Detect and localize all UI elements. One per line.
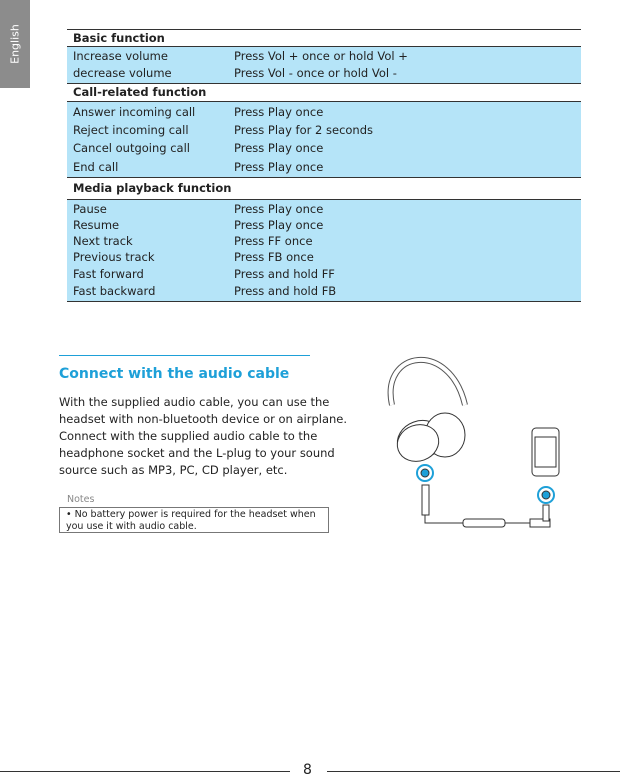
table-row xyxy=(73,234,581,248)
table-row xyxy=(73,105,581,119)
table-row xyxy=(73,123,581,137)
function-name: Cancel outgoing call xyxy=(73,141,190,155)
section-header: Call-related function xyxy=(67,84,581,102)
table-row xyxy=(73,160,581,174)
section-heading: Connect with the audio cable xyxy=(59,366,290,382)
function-action: Press FB once xyxy=(234,250,314,264)
function-action: Press Play for 2 seconds xyxy=(234,123,374,137)
function-name: Answer incoming call xyxy=(73,105,196,119)
function-name: Resume xyxy=(73,218,120,232)
table-row xyxy=(73,66,581,80)
table-row xyxy=(73,141,581,155)
table-row xyxy=(73,49,581,63)
function-action: Press Play once xyxy=(234,202,324,216)
section-body: With the supplied audio cable, you can use the headset with non-bluetooth device or on airplane. Connect with the supplied audio cable to the headphone socket and the L-plug to your sound source such as MP3, PC, CD player, etc. xyxy=(59,395,348,477)
function-action: Press FF once xyxy=(234,234,313,248)
function-name: Previous track xyxy=(73,250,155,264)
table-row xyxy=(73,267,581,281)
function-action: Press and hold FB xyxy=(234,284,337,298)
function-name: decrease volume xyxy=(73,66,172,80)
section-rows xyxy=(67,47,581,84)
headphone-cable-illustration xyxy=(370,340,580,540)
function-name: Pause xyxy=(73,202,107,216)
language-tab xyxy=(0,0,30,88)
function-name: Fast forward xyxy=(73,267,144,281)
table-row xyxy=(73,284,581,298)
function-action: Press Vol - once or hold Vol - xyxy=(234,66,397,80)
function-name: Next track xyxy=(73,234,133,248)
section-rows xyxy=(67,200,581,302)
table-row xyxy=(73,250,581,264)
function-action: Press Play once xyxy=(234,160,324,174)
function-action: Press Vol + once or hold Vol + xyxy=(234,49,408,63)
language-label: English xyxy=(8,24,22,64)
page-number: 8 xyxy=(303,762,312,778)
divider xyxy=(59,355,310,356)
function-action: Press Play once xyxy=(234,141,324,155)
table-row xyxy=(73,202,581,216)
note-box: • No battery power is required for the headset when you use it with audio cable. xyxy=(59,507,329,533)
section-header: Basic function xyxy=(67,29,581,47)
table-row xyxy=(73,218,581,232)
function-action: Press Play once xyxy=(234,105,324,119)
notes-label: Notes xyxy=(67,494,95,505)
function-action: Press Play once xyxy=(234,218,324,232)
function-name: Increase volume xyxy=(73,49,168,63)
function-action: Press and hold FF xyxy=(234,267,335,281)
function-name: End call xyxy=(73,160,119,174)
function-name: Fast backward xyxy=(73,284,156,298)
section-rows xyxy=(67,102,581,178)
section-header: Media playback function xyxy=(67,178,581,200)
function-name: Reject incoming call xyxy=(73,123,189,137)
